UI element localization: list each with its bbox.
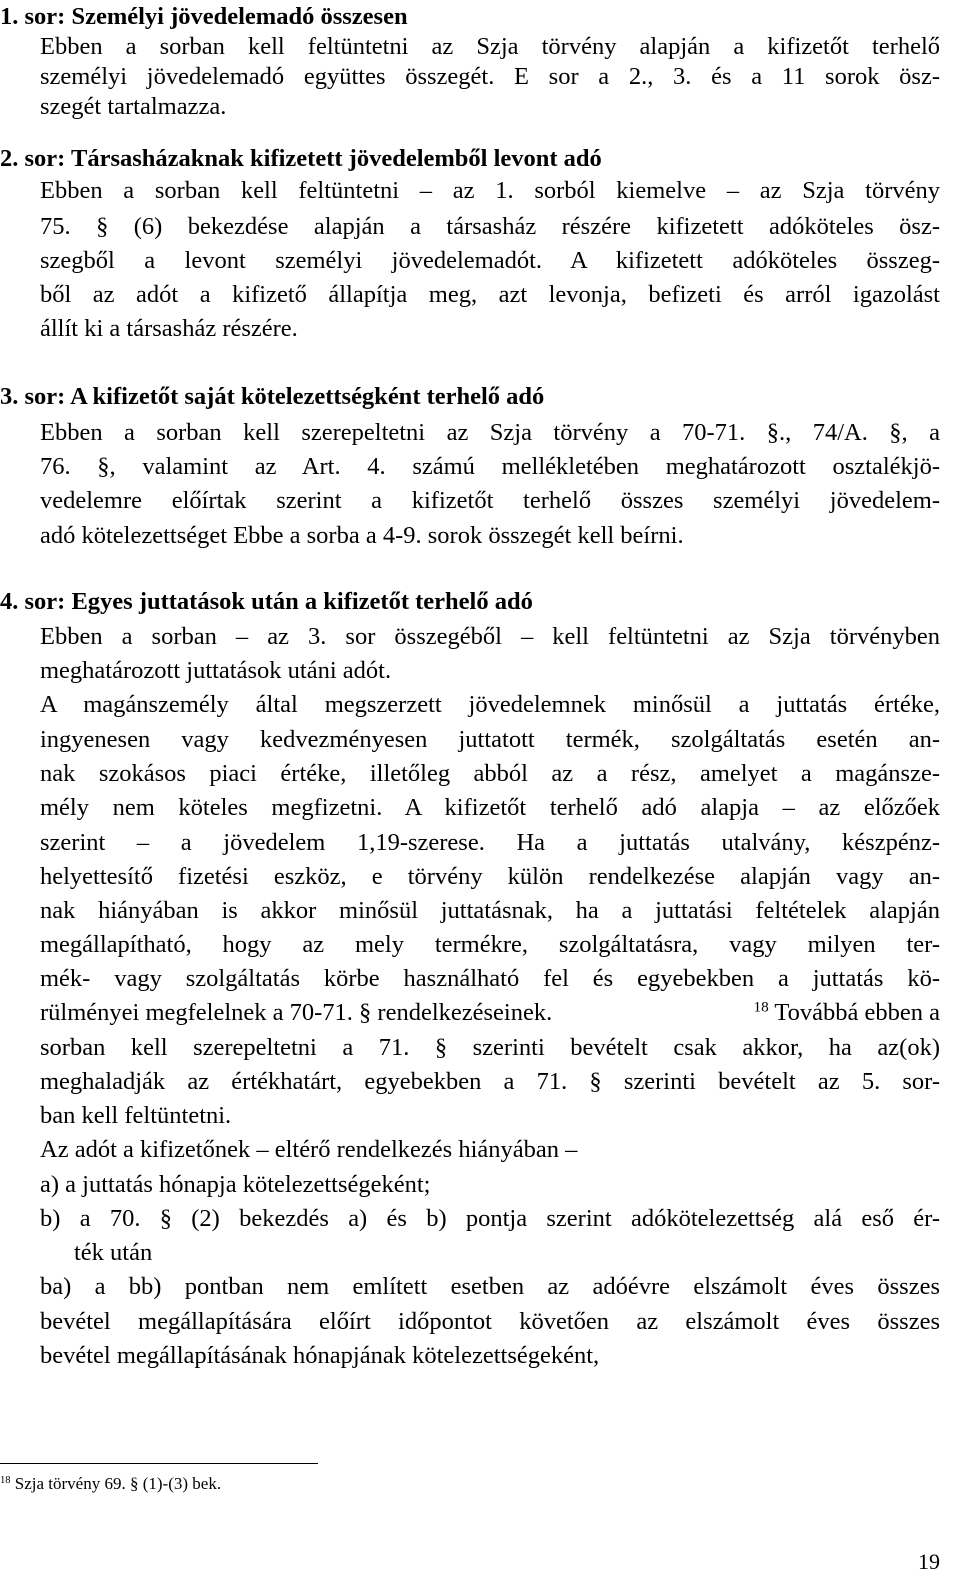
section-4-line-11: mék- vagy szolgáltatás körbe használható fel és egyebekben a juttatás kö-	[40, 965, 940, 992]
section-3-line-3: vedelemre előírtak szerint a kifizetőt terhelő összes személyi jövedelem-	[40, 487, 940, 514]
section-4-line-12-tail	[754, 998, 941, 1028]
section-4-line-12-text: rülményei megfelelnek a 70-71. § rendelkezéseinek.	[40, 999, 553, 1026]
section-2-line-2: 75. § (6) bekezdése alapján a társasház részére kifizetett adóköteles ösz-	[40, 213, 940, 240]
section-4-line-6: mély nem köteles megfizetni. A kifizetőt terhelő adó alapja – az előzőek	[40, 794, 940, 821]
section-4-list-item-b: b) a 70. § (2) bekezdés a) és b) pontja szerint adókötelezettség alá eső ér-	[40, 1205, 940, 1232]
section-4-line-4: ingyenesen vagy kedvezményesen juttatott termék, szolgáltatás esetén an-	[40, 726, 940, 753]
section-4-line-8: helyettesítő fizetési eszköz, e törvény külön rendelkezése alapján vagy an-	[40, 863, 940, 890]
section-4-list-item-ba-cont-2: bevétel megállapításának hónapjának kötelezettségeként,	[40, 1342, 600, 1369]
section-2-line-1: Ebben a sorban kell feltüntetni – az 1. sorból kiemelve – az Szja törvény	[40, 177, 940, 204]
section-4-line-12-after-ref: Továbbá ebben a	[768, 999, 940, 1026]
section-4-line-12	[40, 998, 940, 1028]
section-4-line-16: Az adót a kifizetőnek – eltérő rendelkezés hiányában –	[40, 1136, 578, 1163]
section-4-line-5: nak szokásos piaci értéke, illetőleg abból az a rész, amelyet a magánsze-	[40, 760, 940, 787]
section-1-line-3: szegét tartalmazza.	[40, 93, 227, 120]
section-4-list-item-ba: ba) a bb) pontban nem említett esetben az adóévre elszámolt éves összes	[40, 1273, 940, 1300]
section-4-line-9: nak hiányában is akkor minősül juttatásnak, ha a juttatási feltételek alapján	[40, 897, 940, 924]
section-2-line-3: szegből a levont személyi jövedelemadót. A kifizetett adóköteles összeg-	[40, 247, 940, 274]
section-4-line-13: sorban kell szerepeltetni a 71. § szerinti bevételt csak akkor, ha az(ok)	[40, 1034, 940, 1061]
section-1-line-2: személyi jövedelemadó együttes összegét. E sor a 2., 3. és a 11 sorok ösz-	[40, 63, 940, 90]
section-1-heading: 1. sor: Személyi jövedelemadó összesen	[0, 3, 408, 30]
section-3-line-4: adó kötelezettséget Ebbe a sorba a 4-9. sorok összegét kell beírni.	[40, 522, 684, 549]
footnote	[0, 1473, 221, 1495]
section-2-line-5: állít ki a társasház részére.	[40, 315, 298, 342]
section-4-list-item-b-cont: ték után	[74, 1239, 153, 1266]
section-1-line-1: Ebben a sorban kell feltüntetni az Szja törvény alapján a kifizetőt terhelő	[40, 33, 940, 60]
section-2-heading: 2. sor: Társasházaknak kifizetett jövedelemből levont adó	[0, 145, 602, 172]
section-4-line-1: Ebben a sorban – az 3. sor összegéből – kell feltüntetni az Szja törvényben	[40, 623, 940, 650]
section-3-heading: 3. sor: A kifizetőt saját kötelezettségként terhelő adó	[0, 383, 545, 410]
section-4-line-15: ban kell feltüntetni.	[40, 1102, 232, 1129]
section-3-line-1: Ebben a sorban kell szerepeltetni az Szja törvény a 70-71. §., 74/A. §, a	[40, 419, 940, 446]
section-4-line-3: A magánszemély által megszerzett jövedelemnek minősül a juttatás értéke,	[40, 691, 940, 718]
footnote-text: Szja törvény 69. § (1)-(3) bek.	[10, 1474, 222, 1493]
footnote-number: 18	[0, 1475, 11, 1487]
section-4-line-14: meghaladják az értékhatárt, egyebekben a 71. § szerinti bevételt az 5. sor-	[40, 1068, 940, 1095]
footnote-separator	[0, 1463, 318, 1464]
section-4-line-2: meghatározott juttatások utáni adót.	[40, 657, 392, 684]
section-4-line-10: megállapítható, hogy az mely termékre, szolgáltatásra, vagy milyen ter-	[40, 931, 940, 958]
section-2-line-4: ből az adót a kifizető állapítja meg, azt levonja, befizeti és arról igazolást	[40, 281, 940, 308]
section-4-list-item-a: a) a juttatás hónapja kötelezettségeként;	[40, 1171, 431, 1198]
section-4-list-item-ba-cont-1: bevétel megállapítására előírt időpontot követően az elszámolt éves összes	[40, 1308, 940, 1335]
section-3-line-2: 76. §, valamint az Art. 4. számú mellékletében meghatározott osztalékjö-	[40, 453, 940, 480]
footnote-ref-18[interactable]: 18	[753, 998, 769, 1016]
section-4-line-7: szerint – a jövedelem 1,19-szerese. Ha a juttatás utalvány, készpénz-	[40, 829, 940, 856]
section-4-heading: 4. sor: Egyes juttatások után a kifizetőt terhelő adó	[0, 588, 533, 615]
page-number: 19	[918, 1549, 940, 1574]
